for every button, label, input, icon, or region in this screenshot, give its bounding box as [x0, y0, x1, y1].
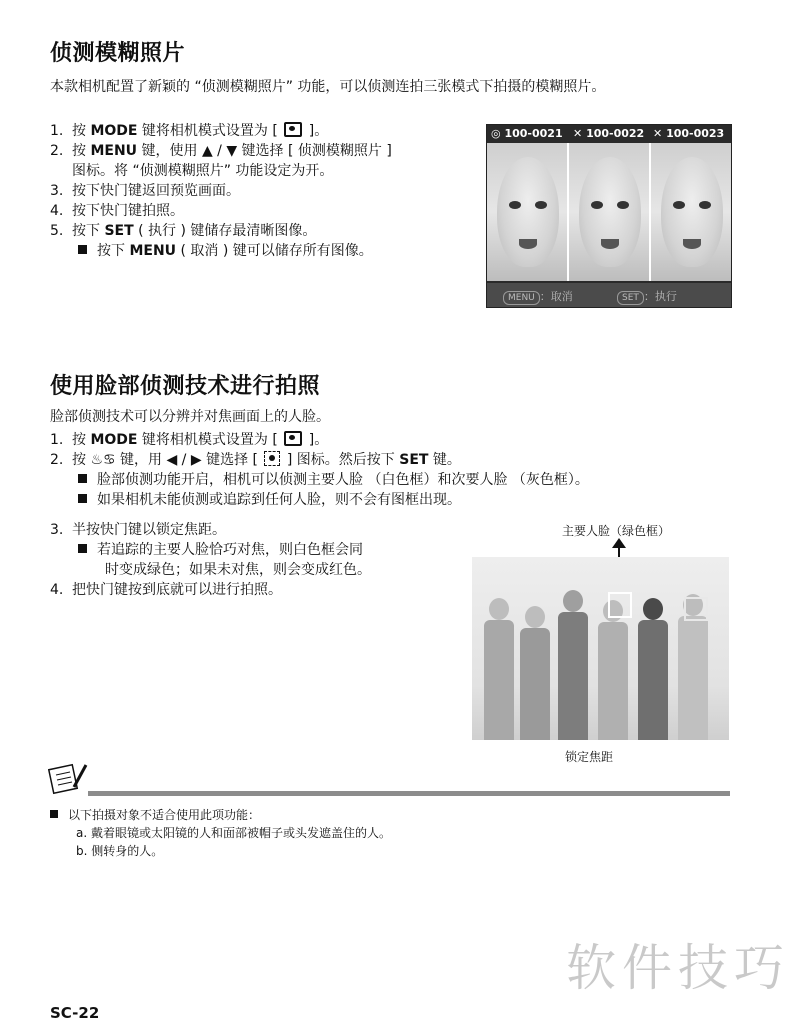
frame-3	[651, 143, 731, 281]
note-bullet: 以下拍摄对象不适合使用此项功能：	[50, 806, 391, 824]
screen-status-bar: MENU ：取消 SET ：执行	[487, 283, 731, 307]
step-1: 1. 按 MODE 键将相机模式设置为 [ ]。	[50, 123, 329, 139]
photo-caption: 锁定焦距	[565, 750, 614, 764]
frame-3-label: ✕ 100-0023	[653, 127, 725, 140]
primary-face-callout: 主要人脸（绿色框）	[562, 524, 671, 538]
s2-step-2: 2. 按 ♨♋ 键，用 ◀ / ▶ 键选择 [ ] 图标。然后按下 SET 键。	[50, 452, 461, 468]
frame-2	[569, 143, 651, 281]
s2-step-4: 4. 把快门键按到底就可以进行拍照。	[50, 582, 282, 598]
step-5-bullet: 按下 MENU ( 取消 ) 键可以储存所有图像。	[50, 241, 480, 261]
frame-1-label: ◎ 100-0021	[491, 127, 563, 140]
step-2: 2. 按 MENU 键，使用 ▲ / ▼ 键选择 [ 侦测模糊照片 ]	[50, 143, 392, 159]
frame-1	[487, 143, 569, 281]
s2-step-2-bullet-1: 脸部侦测功能开启，相机可以侦测主要人脸 （白色框）和次要人脸 （灰色框）。	[50, 470, 750, 490]
s2-step-2-bullet-2: 如果相机未能侦测或追踪到任何人脸，则不会有图框出现。	[50, 490, 750, 510]
section-title-face-detect: 使用脸部侦测技术进行拍照	[50, 374, 321, 399]
step-5: 5. 按下 SET ( 执行 ) 键储存最清晰图像。	[50, 223, 317, 239]
s2-step-3-bullet-cont: 时变成绿色；如果未对焦，则会变成红色。	[105, 562, 371, 578]
note-item-b: b. 侧转身的人。	[76, 844, 164, 858]
section2-intro: 脸部侦测技术可以分辨并对焦画面上的人脸。	[50, 409, 330, 425]
note-block	[50, 806, 391, 860]
camera-mode-icon	[284, 431, 302, 446]
set-key-badge: SET	[617, 291, 644, 305]
blurred-frame-icon: ✕	[653, 127, 663, 140]
bullet-square-icon	[78, 494, 87, 503]
step-4: 4. 按下快门键拍照。	[50, 203, 184, 219]
section-title-blur-detect: 侦测模糊照片	[50, 41, 186, 66]
bullet-square-icon	[78, 245, 87, 254]
callout-arrow-icon	[612, 538, 626, 548]
step-2-cont: 图标。将 “侦测模糊照片” 功能设定为开。	[72, 163, 334, 179]
bullet-square-icon	[78, 474, 87, 483]
section2-steps-top	[50, 430, 750, 510]
section2-steps-bottom	[50, 520, 460, 600]
note-item-a: a. 戴着眼镜或太阳镜的人和面部被帽子或头发遮盖住的人。	[76, 826, 391, 840]
section1-intro: 本款相机配置了新颖的 “侦测模糊照片” 功能，可以侦测连拍三张模式下拍摄的模糊照片。	[50, 79, 606, 95]
notepad-icon	[48, 761, 84, 793]
secondary-face-frame	[684, 597, 708, 621]
frame-2-label: ✕ 100-0022	[573, 127, 645, 140]
step-3: 3. 按下快门键返回预览画面。	[50, 183, 240, 199]
section1-steps	[50, 121, 480, 261]
primary-face-frame	[608, 592, 632, 618]
face-detect-photo	[472, 557, 729, 740]
page-number: SC-22	[50, 1004, 100, 1022]
camera-mode-icon	[284, 122, 302, 137]
bullet-square-icon	[78, 544, 87, 553]
blur-detect-screen-image	[486, 124, 732, 308]
blurred-frame-icon: ✕	[573, 127, 583, 140]
s2-step-3: 3. 半按快门键以锁定焦距。	[50, 522, 226, 538]
face-detect-key-icon: ♨♋	[90, 452, 116, 468]
s2-step-3-bullet: 若追踪的主要人脸恰巧对焦，则白色框会同	[50, 540, 460, 560]
watermark: 软件技巧	[566, 939, 790, 997]
note-divider	[88, 791, 730, 796]
best-frame-icon: ◎	[491, 127, 501, 140]
face-detect-icon	[264, 451, 280, 466]
s2-step-1: 1. 按 MODE 键将相机模式设置为 [ ]。	[50, 432, 329, 448]
bullet-square-icon	[50, 810, 58, 818]
menu-key-badge: MENU	[503, 291, 540, 305]
